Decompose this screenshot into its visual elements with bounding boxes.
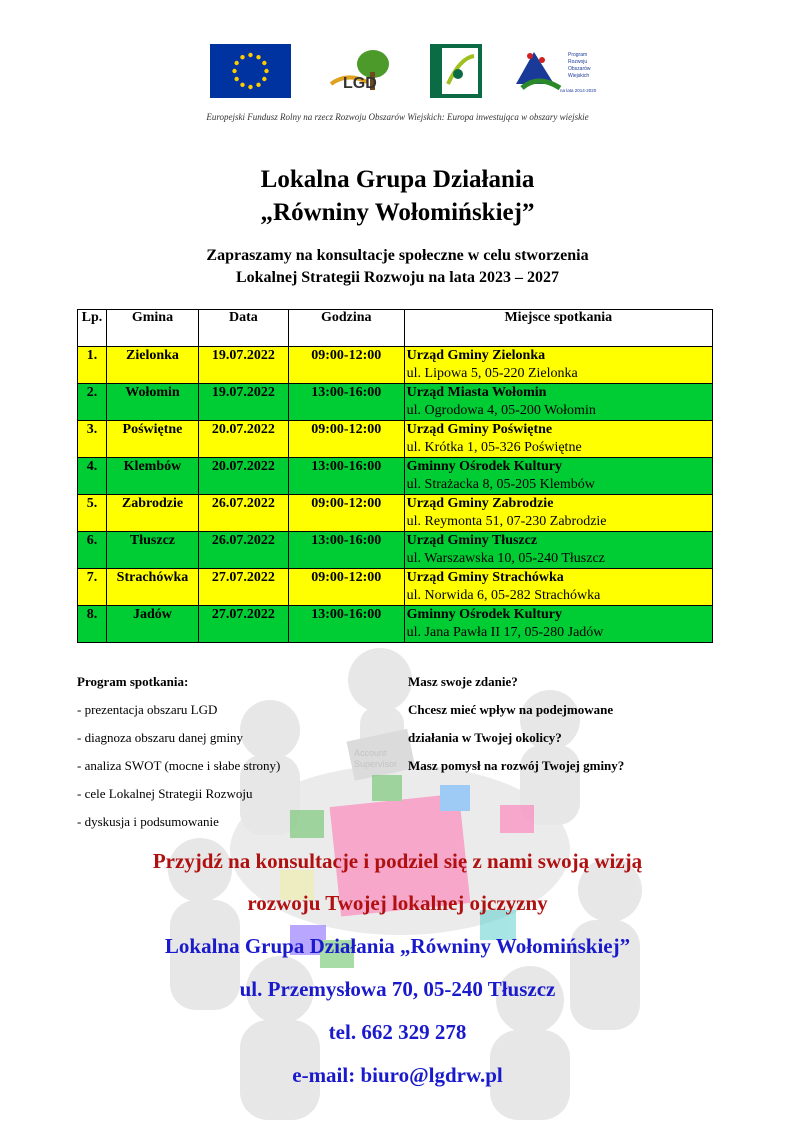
subtitle — [0, 245, 795, 289]
logos-bar — [0, 44, 795, 100]
place-address: ul. Jana Pawła II 17, 05-280 Jadów — [406, 625, 604, 640]
place-name: Urząd Gminy Tłuszcz — [406, 533, 538, 548]
prow-logo-icon — [508, 44, 608, 98]
cell-lp: 1. — [78, 347, 107, 384]
title-line-1: Lokalna Grupa Działania — [260, 166, 535, 193]
lgd-logo-icon — [327, 44, 399, 98]
eu-star-icon — [248, 85, 252, 89]
eu-star-icon — [256, 83, 260, 87]
contact-block — [0, 925, 795, 1097]
eu-star-icon — [264, 69, 268, 73]
eu-star-icon — [262, 77, 266, 81]
question-line: działania w Twojej okolicy? — [408, 730, 562, 745]
eu-star-icon — [240, 83, 244, 87]
place-name: Urząd Gminy Strachówka — [406, 570, 564, 585]
cell-data: 27.07.2022 — [198, 569, 288, 606]
program-list — [77, 668, 280, 836]
invite-line-1: Przyjdź na konsultacje i podziel się z nami swoją wizją — [152, 849, 643, 873]
table-row — [78, 606, 713, 643]
place-name: Urząd Miasta Wołomin — [406, 385, 547, 400]
prow-text-2: Rozwoju — [568, 59, 588, 65]
contact-email[interactable]: e-mail: biuro@lgdrw.pl — [292, 1063, 503, 1087]
cell-godzina: 09:00-12:00 — [288, 347, 404, 384]
header-godzina: Godzina — [288, 310, 404, 347]
table-row — [78, 532, 713, 569]
subtitle-line-2: Lokalnej Strategii Rozwoju na lata 2023 – 2027 — [235, 269, 560, 286]
cell-data: 20.07.2022 — [198, 458, 288, 495]
cell-gmina: Zielonka — [106, 347, 198, 384]
cell-place — [404, 384, 712, 421]
cell-godzina: 09:00-12:00 — [288, 495, 404, 532]
cell-data: 26.07.2022 — [198, 495, 288, 532]
cell-place — [404, 347, 712, 384]
contact-phone: tel. 662 329 278 — [328, 1020, 467, 1044]
invite-text — [0, 840, 795, 924]
cell-place — [404, 532, 712, 569]
cell-lp: 7. — [78, 569, 107, 606]
table-header-row — [78, 310, 713, 347]
cell-lp: 2. — [78, 384, 107, 421]
place-address: ul. Norwida 6, 05-282 Strachówka — [406, 588, 601, 603]
place-address: ul. Ogrodowa 4, 05-200 Wołomin — [406, 403, 596, 418]
schedule-table — [77, 309, 713, 643]
cell-godzina: 13:00-16:00 — [288, 532, 404, 569]
prow-years: na lata 2014-2020 — [560, 88, 597, 93]
prow-text-3: Obszarów — [568, 66, 591, 72]
cell-godzina: 13:00-16:00 — [288, 606, 404, 643]
header-gmina: Gmina — [106, 310, 198, 347]
cell-gmina: Strachówka — [106, 569, 198, 606]
place-name: Urząd Gminy Zabrodzie — [406, 496, 554, 511]
cell-place — [404, 569, 712, 606]
program-item: - prezentacja obszaru LGD — [77, 702, 218, 717]
cell-place — [404, 421, 712, 458]
fund-text: Europejski Fundusz Rolny na rzecz Rozwoju Obszarów Wiejskich: Europa inwestująca w obszary wiejskie — [206, 112, 589, 122]
questions-block — [408, 668, 624, 780]
cell-data: 19.07.2022 — [198, 384, 288, 421]
cell-godzina: 09:00-12:00 — [288, 421, 404, 458]
program-item: - dyskusja i podsumowanie — [77, 814, 219, 829]
cell-godzina: 13:00-16:00 — [288, 384, 404, 421]
subtitle-line-1: Zapraszamy na konsultacje społeczne w celu stworzenia — [206, 247, 589, 264]
cell-gmina: Jadów — [106, 606, 198, 643]
cell-godzina: 09:00-12:00 — [288, 569, 404, 606]
table-row — [78, 421, 713, 458]
svg-text:LGD: LGD — [343, 75, 377, 92]
table-row — [78, 347, 713, 384]
place-name: Gminny Ośrodek Kultury — [406, 459, 562, 474]
eu-star-icon — [234, 61, 238, 65]
place-address: ul. Warszawska 10, 05-240 Tłuszcz — [406, 551, 605, 566]
cell-place — [404, 495, 712, 532]
cell-lp: 5. — [78, 495, 107, 532]
cell-lp: 4. — [78, 458, 107, 495]
header-data: Data — [198, 310, 288, 347]
cell-gmina: Zabrodzie — [106, 495, 198, 532]
eu-star-icon — [240, 55, 244, 59]
question-line: Masz pomysł na rozwój Twojej gminy? — [408, 758, 625, 773]
cell-gmina: Wołomin — [106, 384, 198, 421]
cell-data: 26.07.2022 — [198, 532, 288, 569]
place-name: Urząd Gminy Poświętne — [406, 422, 553, 437]
cell-data: 27.07.2022 — [198, 606, 288, 643]
program-item: - analiza SWOT (mocne i słabe strony) — [77, 758, 281, 773]
place-name: Gminny Ośrodek Kultury — [406, 607, 562, 622]
program-heading: Program spotkania: — [77, 674, 189, 689]
cell-lp: 3. — [78, 421, 107, 458]
place-address: ul. Strażacka 8, 05-205 Klembów — [406, 477, 595, 492]
cell-data: 20.07.2022 — [198, 421, 288, 458]
leader-logo-icon — [430, 44, 482, 98]
prow-text-4: Wiejskich — [568, 73, 590, 79]
header-lp: Lp. — [78, 310, 107, 347]
eu-star-icon — [262, 61, 266, 65]
eu-star-icon — [234, 77, 238, 81]
cell-place — [404, 606, 712, 643]
place-name: Urząd Gminy Zielonka — [406, 348, 546, 363]
cell-lp: 8. — [78, 606, 107, 643]
eu-star-icon — [232, 69, 236, 73]
question-line: Masz swoje zdanie? — [408, 674, 518, 689]
place-address: ul. Krótka 1, 05-326 Poświętne — [406, 440, 582, 455]
invite-line-2: rozwoju Twojej lokalnej ojczyzny — [247, 891, 548, 915]
cell-gmina: Tłuszcz — [106, 532, 198, 569]
program-item: - diagnoza obszaru danej gminy — [77, 730, 244, 745]
header-miejsce: Miejsce spotkania — [404, 310, 712, 347]
sign-text-2: Supervisor — [354, 759, 398, 769]
table-row — [78, 458, 713, 495]
contact-address: ul. Przemysłowa 70, 05-240 Tłuszcz — [239, 977, 556, 1001]
cell-lp: 6. — [78, 532, 107, 569]
cell-gmina: Poświętne — [106, 421, 198, 458]
cell-gmina: Klembów — [106, 458, 198, 495]
eu-star-icon — [248, 53, 252, 57]
table-row — [78, 569, 713, 606]
question-line: Chcesz mieć wpływ na podejmowane — [408, 702, 614, 717]
sign-text-1: Account — [354, 748, 387, 758]
eu-star-icon — [256, 55, 260, 59]
table-row — [78, 384, 713, 421]
place-address: ul. Lipowa 5, 05-220 Zielonka — [406, 366, 578, 381]
prow-text-1: Program — [568, 52, 588, 58]
program-item: - cele Lokalnej Strategii Rozwoju — [77, 786, 253, 801]
title-line-2: „Równiny Wołomińskiej” — [260, 199, 535, 226]
table-row — [78, 495, 713, 532]
contact-org: Lokalna Grupa Działania „Równiny Wołomińskiej” — [164, 934, 631, 958]
cell-place — [404, 458, 712, 495]
cell-data: 19.07.2022 — [198, 347, 288, 384]
cell-godzina: 13:00-16:00 — [288, 458, 404, 495]
eu-flag-icon — [210, 44, 291, 98]
place-address: ul. Reymonta 51, 07-230 Zabrodzie — [406, 514, 607, 529]
page-title — [0, 163, 795, 229]
